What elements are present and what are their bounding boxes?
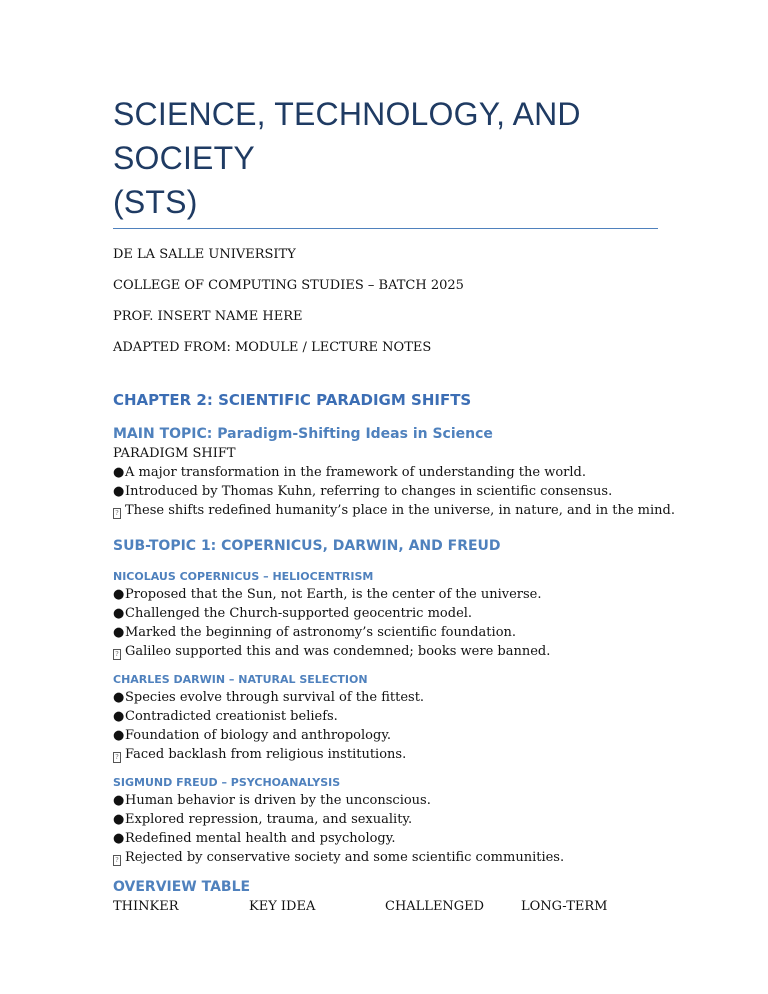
list-item: ●Human behavior is driven by the unconscious. — [113, 793, 431, 808]
note-item: ? Galileo supported this and was condemned; books were banned. — [113, 642, 658, 661]
note-item: ? Faced backlash from religious institutions. — [113, 745, 658, 764]
document-page — [113, 0, 675, 916]
missing-glyph-icon: ? — [113, 752, 121, 763]
missing-glyph-icon: ? — [113, 508, 121, 519]
term-label: PARADIGM SHIFT — [113, 446, 236, 461]
bullet-icon: ● — [113, 465, 125, 480]
title-divider — [113, 228, 658, 229]
missing-glyph-icon: ? — [113, 649, 121, 660]
meta-professor: PROF. INSERT NAME HERE — [113, 309, 303, 324]
sub-topic-heading: SUB-TOPIC 1: COPERNICUS, DARWIN, AND FREUD — [113, 538, 501, 554]
bullet-icon: ● — [113, 484, 125, 499]
bullet-icon: ● — [113, 812, 125, 827]
bullet-icon: ● — [113, 690, 125, 705]
column-header-thinker: THINKER — [113, 899, 179, 914]
overview-table-heading: OVERVIEW TABLE — [113, 879, 251, 895]
list-item: ●Redefined mental health and psychology. — [113, 831, 396, 846]
meta-college: COLLEGE OF COMPUTING STUDIES – BATCH 2025 — [113, 278, 464, 293]
list-item: ●Marked the beginning of astronomy’s scientific foundation. — [113, 625, 517, 640]
list-item: ●Explored repression, trauma, and sexuality. — [113, 812, 413, 827]
list-item: ●Contradicted creationist beliefs. — [113, 709, 338, 724]
section-heading-copernicus: NICOLAUS COPERNICUS – HELIOCENTRISM — [113, 570, 374, 583]
bullet-icon: ● — [113, 793, 125, 808]
bullet-icon: ● — [113, 709, 125, 724]
list-item: ●Challenged the Church-supported geocentric model. — [113, 606, 473, 621]
note-item: ? These shifts redefined humanity’s place in the universe, in nature, and in the mind. — [113, 501, 658, 520]
column-header-challenged: CHALLENGED — [385, 899, 485, 914]
bullet-icon: ● — [113, 728, 125, 743]
title-line-2: (STS) — [113, 184, 198, 220]
bullet-icon: ● — [113, 606, 125, 621]
chapter-heading: CHAPTER 2: SCIENTIFIC PARADIGM SHIFTS — [113, 391, 472, 409]
document-title — [113, 0, 658, 224]
list-item: ●Species evolve through survival of the fittest. — [113, 690, 425, 705]
list-item: ●Proposed that the Sun, not Earth, is the center of the universe. — [113, 587, 542, 602]
missing-glyph-icon: ? — [113, 855, 121, 866]
note-item: ? Rejected by conservative society and some scientific communities. — [113, 848, 658, 867]
meta-university: DE LA SALLE UNIVERSITY — [113, 247, 296, 262]
list-item: ●A major transformation in the framework of understanding the world. — [113, 465, 587, 480]
bullet-icon: ● — [113, 625, 125, 640]
bullet-icon: ● — [113, 831, 125, 846]
list-item: ●Introduced by Thomas Kuhn, referring to changes in scientific consensus. — [113, 484, 613, 499]
main-topic-heading: MAIN TOPIC: Paradigm-Shifting Ideas in Science — [113, 426, 493, 442]
bullet-icon: ● — [113, 587, 125, 602]
column-header-key-idea: KEY IDEA — [249, 899, 316, 914]
section-heading-darwin: CHARLES DARWIN – NATURAL SELECTION — [113, 673, 368, 686]
column-header-long-term: LONG-TERM — [521, 899, 608, 914]
table-header-row — [113, 898, 658, 916]
title-line-1: SCIENCE, TECHNOLOGY, AND SOCIETY — [113, 96, 581, 176]
section-heading-freud: SIGMUND FREUD – PSYCHOANALYSIS — [113, 776, 341, 789]
meta-source: ADAPTED FROM: MODULE / LECTURE NOTES — [113, 340, 432, 355]
list-item: ●Foundation of biology and anthropology. — [113, 728, 392, 743]
